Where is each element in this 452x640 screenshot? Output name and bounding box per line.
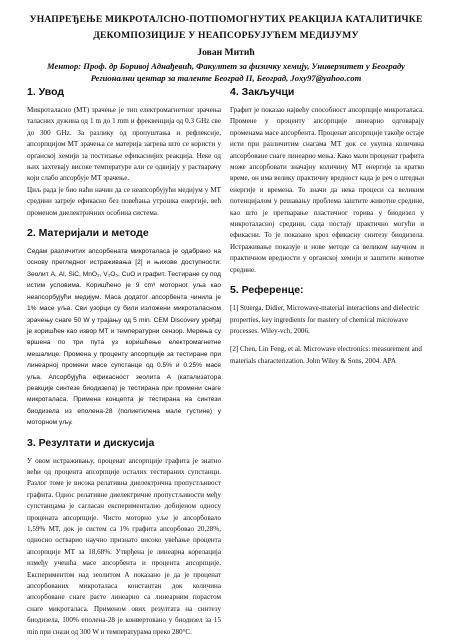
section-body: Микроталасно (МТ) зрачење је тип електромагнетног зрачења таласних дужина од 1 m до 1 mm и фреквенција од 0.3 GHz све до 300 GHz. За разлику од пропуштања и рефлексије, апсорпцијом МТ зрачења се материја загрева што се користи у органској хемији за постизање ефикаснијих реакција. Неке од њих захтевају високе температуре али се одвијају у растварачу који слабо апсорбује МТ зрачење. (27, 106, 221, 183)
title-line-2: ДЕКОМПОЗИЦИЈЕ У НЕАПСОРБУЈУЋЕМ МЕДИЈУМУ (93, 30, 359, 41)
section-heading: 3. Резултати и дискусија (27, 436, 155, 449)
section-body: Седам различитих апсорбената микроталаса је одабрано на основу прегледног истраживања [2] и њихове доступности: Зеолит А, Al, SiC, MnO₂, V₂O₅, CuO и графит. Тестиране су под истим условима. Коришћено је 9 cm³ моторног уља као неапсорбујући медијум. Маса додатог апсорбента чинила је 1% масе уља. Сви узорци су били изложени микроталасном зрачењу снаге 50 W у трајању од 5 min. CEM Discovery уређај је коришћен као извор МТ и температурни сензор. Мерења су вршена по три пута уз коришћење електромагнетне мешалице. Промена у проценту апсорпције за тестиране при линеарној промени масе супстанце од 0.5% и 0.25% масе уља. Апсорбујућа ефикасност зеолита А (катализатора реакције синтезе биодизела) је тестирана при промени снаге микроталаса. Примена концепта је тестирана на синтези биодизела из еполена-28 (полиетилена мале густине) у моторном уљу. (27, 248, 221, 427)
mentor-affiliation (16, 60, 436, 84)
reference-item: [2] Chen, Lin Feng, et al. Microwave electronics: measurement and materials characterization. John Wiley & Sons, 2004. APA (230, 345, 422, 365)
left-column (27, 86, 221, 638)
section-heading: 4. Закључци (230, 86, 295, 98)
section-references (230, 284, 424, 367)
mentor-line-2: Регионални центар за таленте Београд II, Београд, Joxy97@yahoo.com (90, 73, 362, 83)
mentor-line-1: Ментор: Проф. др Боривој Аднађевић, Факултет за физичку хемију, Универзитет у Београду (47, 61, 405, 71)
section-heading: 1. Увод (27, 86, 65, 98)
section-results (27, 437, 221, 639)
author-name: Јован Митић (197, 47, 255, 58)
section-body: У овом истраживању, проценат апсорпције графита је знатно већи од процента апсорпције осталих тестираних супстанци. Разлог томе је висока релативна диелектрична пропустљивост графита. Однос релативне диелектричне пропустљивости међу супстанцама је сагласан експериментално добијеном односу процената апсорпције. Чисто моторно уље је апсорбовало 1,59% МТ, док је систем са 1% графита апсорбовао 20,28%, односно остварио научно признато високо увећање процента апсорпције МТ за 18,68%. Утврђена је линеарна корелација између учешћа масе апсорбента и процента апсорпције. Експериментом над зеолитом А показано је да је проценат апсорбованих микроталаса константан док количина апсорбоване снаге расте линеарно са линеарним порастом снаге микроталаса. Применом ових резултата на синтезу биодизела, 100% еполена-28 је конвертовано у биодизел за 15 min при снази од 300 W и температурама преко 280°C. (27, 456, 221, 636)
section-body-goal: Циљ рада је био наћи начин да се неапсорбујући медијум у МТ средини загреје ефикасно без повећања утрошка енергије, већ променом диелектричних особина система. (27, 185, 221, 217)
section-intro (27, 86, 221, 219)
section-body: Графит је показао највећу способност апсорпције микроталаса. Промене у проценту апсорпције линеарно одговарају променама масе апсорбента. Проценат апсорпције такође остаје исти при различитим снагама МТ док се укупна количина апсорбоване снаге линеарно мења. Како мали проценат графита може апсорбовати значајну количину МТ енергије за кратко време, он има велику практичну вредност када је реч о штедњи енергије и времена. То значи да нека процеси са великим потенцијалом у решавању проблема заштите животне средине, као што је претварање пластичног горива у биодизел у микроталасној средини, сада постају практично могући и ефикасни. То је показано кроз ефикасну синтезу биодизела. Истраживање показује и нове методе са великом научном и практичном вредности у органској хемији и заштити животне средине. (230, 106, 424, 274)
paper-title (20, 12, 432, 44)
section-heading: 2. Материјали и методе (27, 227, 149, 240)
section-methods (27, 227, 221, 429)
title-line-1: УНАПРЕЂЕЊЕ МИКРОТАЛСНО-ПОТПОМОГНУТИХ РЕАКЦИЈА КАТАЛИТИЧКЕ (29, 14, 423, 25)
section-conclusions (230, 86, 424, 276)
section-heading: 5. Референце: (230, 284, 304, 297)
reference-item: [1] Stuerga, Didier, Microwave-material interactions and dielectric properties, key ingredients for mastery of chemical microwave processes. Wiley-vch, 2006. (230, 304, 420, 335)
right-column (230, 86, 424, 374)
